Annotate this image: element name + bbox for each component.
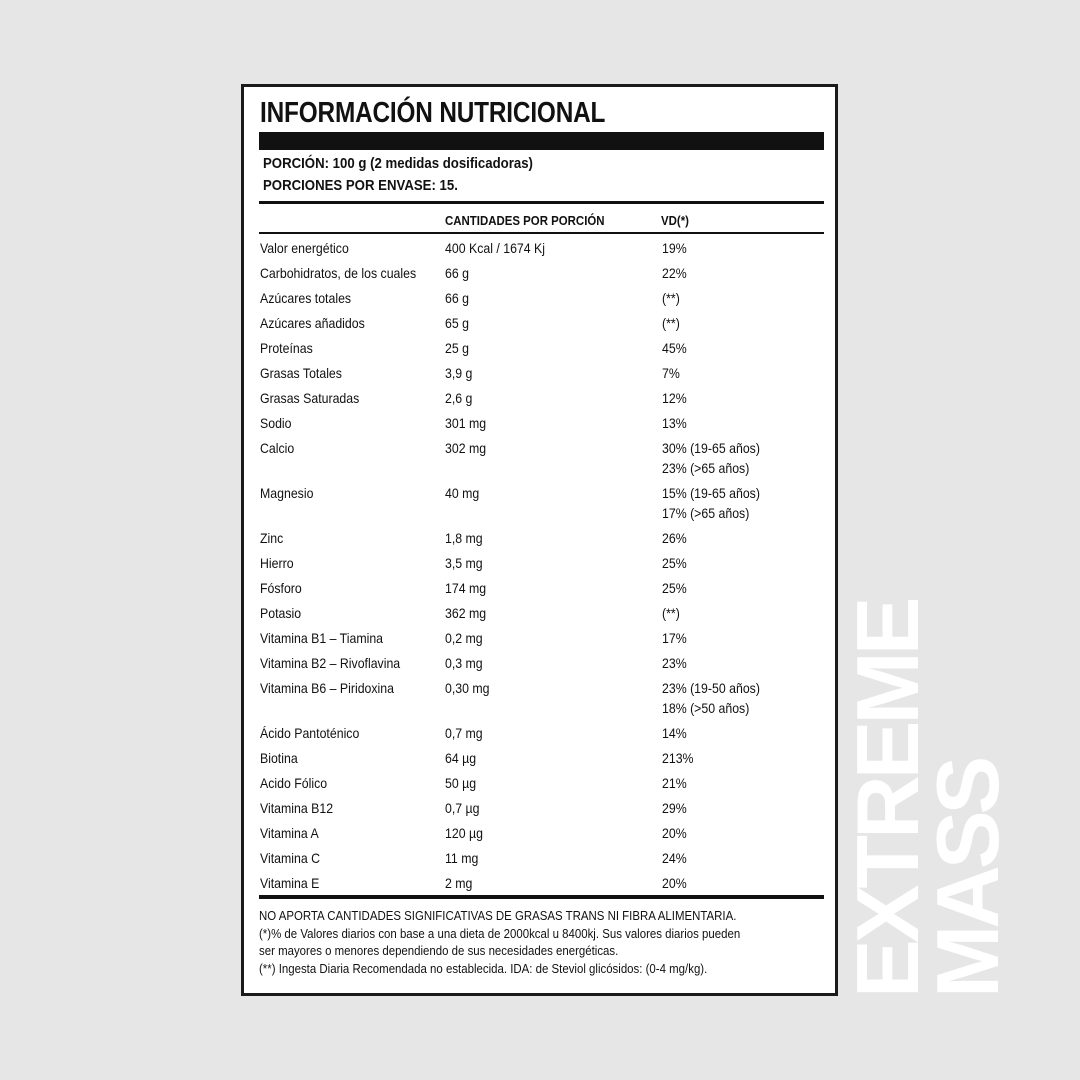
nutrient-name: Grasas Saturadas [260, 390, 360, 406]
nutrient-daily-value: 25% [662, 555, 687, 571]
header-amount: CANTIDADES POR PORCIÓN [445, 213, 605, 228]
nutrient-daily-value: 26% [662, 530, 687, 546]
nutrient-amount: 66 g [445, 290, 469, 306]
nutrient-daily-value: 14% [662, 725, 687, 741]
nutrient-amount: 3,9 g [445, 365, 473, 381]
nutrient-amount: 3,5 mg [445, 555, 483, 571]
servings-per-container: PORCIONES POR ENVASE: 15. [263, 177, 458, 194]
nutrient-amount: 0,2 mg [445, 630, 483, 646]
nutrient-daily-value: 21% [662, 775, 687, 791]
nutrient-daily-value: 30% (19-65 años) [662, 440, 760, 456]
nutrient-amount: 25 g [445, 340, 469, 356]
nutrient-daily-value: 213% [662, 750, 694, 766]
brand-word-mass: MASS [918, 759, 1017, 998]
nutrient-daily-value-secondary: 18% (>50 años) [662, 700, 750, 716]
nutrient-name: Vitamina B2 – Rivoflavina [260, 655, 401, 671]
nutrient-name: Potasio [260, 605, 302, 621]
nutrient-amount: 2 mg [445, 875, 473, 891]
footnotes [259, 907, 805, 977]
nutrient-name: Carbohidratos, de los cuales [260, 265, 417, 281]
nutrient-name: Valor energético [260, 240, 349, 256]
nutrient-name: Vitamina B6 – Piridoxina [260, 680, 395, 696]
nutrient-daily-value-secondary: 23% (>65 años) [662, 460, 750, 476]
nutrient-amount: 2,6 g [445, 390, 473, 406]
nutrient-name: Hierro [260, 555, 294, 571]
nutrient-daily-value: 17% [662, 630, 687, 646]
nutrient-amount: 50 µg [445, 775, 477, 791]
nutrient-daily-value-secondary: 17% (>65 años) [662, 505, 750, 521]
nutrient-daily-value: (**) [662, 290, 680, 306]
nutrient-daily-value: (**) [662, 605, 680, 621]
nutrient-amount: 1,8 mg [445, 530, 483, 546]
nutrient-name: Fósforo [260, 580, 302, 596]
nutrient-name: Zinc [260, 530, 284, 546]
nutrient-amount: 400 Kcal / 1674 Kj [445, 240, 546, 256]
nutrient-amount: 174 mg [445, 580, 487, 596]
nutrient-daily-value: 7% [662, 365, 680, 381]
nutrient-amount: 0,7 mg [445, 725, 483, 741]
brand-word-extreme: EXTREME [838, 600, 937, 998]
nutrient-daily-value: (**) [662, 315, 680, 331]
nutrient-amount: 66 g [445, 265, 469, 281]
nutrient-name: Proteínas [260, 340, 313, 356]
nutrient-amount: 0,30 mg [445, 680, 490, 696]
nutrient-name: Azúcares añadidos [260, 315, 365, 331]
nutrient-name: Biotina [260, 750, 298, 766]
brand-wordmark [838, 600, 1018, 998]
nutrient-amount: 302 mg [445, 440, 487, 456]
serving-size: PORCIÓN: 100 g (2 medidas dosificadoras) [263, 155, 533, 172]
nutrient-name: Azúcares totales [260, 290, 352, 306]
nutrient-daily-value: 45% [662, 340, 687, 356]
nutrient-amount: 64 µg [445, 750, 477, 766]
nutrient-amount: 40 mg [445, 485, 480, 501]
nutrient-daily-value: 24% [662, 850, 687, 866]
nutrient-daily-value: 15% (19-65 años) [662, 485, 760, 501]
nutrient-amount: 0,3 mg [445, 655, 483, 671]
footnote-trans-fat: NO APORTA CANTIDADES SIGNIFICATIVAS DE GRASAS TRANS NI FIBRA ALIMENTARIA. [259, 908, 737, 923]
footnote-idr: (**) Ingesta Diaria Recomendada no establecida. IDA: de Steviol glicósidos: (0-4 mg/kg). [259, 960, 708, 976]
nutrient-name: Calcio [260, 440, 295, 456]
nutrient-name: Vitamina C [260, 850, 321, 866]
nutrient-name: Vitamina E [260, 875, 320, 891]
nutrient-name: Vitamina B12 [260, 800, 334, 816]
nutrient-daily-value: 25% [662, 580, 687, 596]
nutrient-amount: 65 g [445, 315, 469, 331]
nutrient-daily-value: 23% (19-50 años) [662, 680, 760, 696]
nutrient-amount: 301 mg [445, 415, 487, 431]
label-title: INFORMACIÓN NUTRICIONAL [260, 97, 606, 129]
footnote-daily-values-cont: ser mayores o menores dependiendo de sus necesidades energéticas. [259, 943, 619, 958]
nutrient-name: Magnesio [260, 485, 314, 501]
nutrient-name: Acido Fólico [260, 775, 328, 791]
header-daily-value: VD(*) [661, 213, 689, 228]
nutrient-amount: 11 mg [445, 850, 479, 866]
nutrient-name: Ácido Pantoténico [260, 725, 360, 741]
nutrient-daily-value: 13% [662, 415, 687, 431]
nutrient-name: Grasas Totales [260, 365, 342, 381]
nutrient-amount: 362 mg [445, 605, 487, 621]
nutrient-daily-value: 19% [662, 240, 687, 256]
nutrient-daily-value: 22% [662, 265, 687, 281]
footer-divider [259, 895, 824, 899]
nutrient-daily-value: 20% [662, 875, 687, 891]
nutrient-name: Vitamina B1 – Tiamina [260, 630, 384, 646]
nutrient-amount: 0,7 µg [445, 800, 480, 816]
nutrient-amount: 120 µg [445, 825, 483, 841]
nutrient-name: Vitamina A [260, 825, 319, 841]
nutrient-daily-value: 20% [662, 825, 687, 841]
nutrition-label [241, 84, 838, 996]
nutrient-daily-value: 12% [662, 390, 687, 406]
nutrient-table [244, 87, 835, 993]
nutrient-daily-value: 23% [662, 655, 687, 671]
footnote-daily-values: (*)% de Valores diarios con base a una dieta de 2000kcal u 8400kj. Sus valores diarios pueden [259, 925, 741, 941]
nutrient-name: Sodio [260, 415, 292, 431]
nutrient-daily-value: 29% [662, 800, 687, 816]
